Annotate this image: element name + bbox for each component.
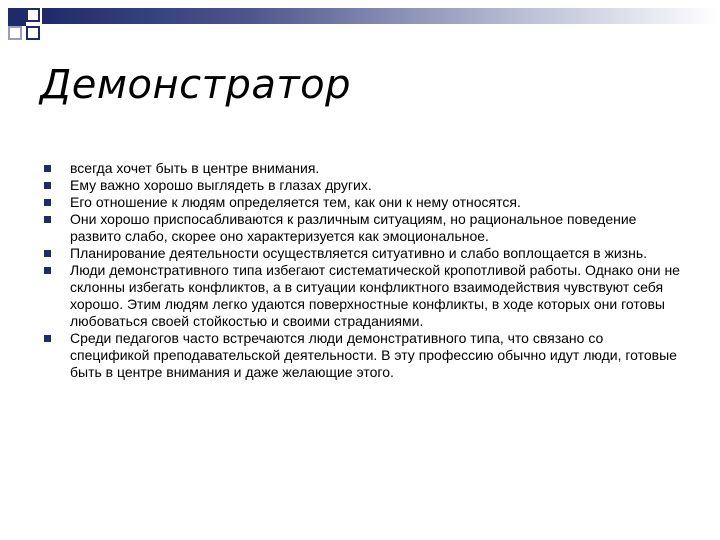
bullet-item [44,177,684,194]
bullet-item [44,330,684,381]
square-bullet-icon [44,250,51,257]
decor-square-outline-light [8,26,22,40]
bullet-item [44,211,684,245]
bullet-item [44,194,684,211]
bullet-item [44,160,684,177]
square-bullet-icon [44,165,51,172]
header-gradient-bar [42,8,720,24]
square-bullet-icon [44,199,51,206]
bullet-text: всегда хочет быть в центре внимания. [70,160,320,176]
decor-square-outline [26,8,40,22]
square-bullet-icon [44,335,51,342]
bullet-text: Его отношение к людям определяется тем, как они к нему относятся. [70,194,521,210]
square-bullet-icon [44,267,51,274]
decor-square-filled [8,8,26,26]
bullet-item [44,245,684,262]
bullet-item [44,262,684,330]
bullet-text: Люди демонстративного типа избегают систематической кропотливой работы. Однако они не склонны избегать конфликтов, а в ситуации конфликтного взаимодействия чувствуют себя хорошо. Этим людям легко удаются поверхностные конфликты, в ходе которых они готовы любоваться своей стойкостью и своими страданиями. [70,262,680,329]
square-bullet-icon [44,216,51,223]
bullet-text: Планирование деятельности осуществляется ситуативно и слабо воплощается в жизнь. [70,245,648,261]
decor-square-outline-lower [26,26,40,40]
slide-title: Демонстратор [40,62,352,108]
bullet-list [44,160,684,381]
bullet-text: Ему важно хорошо выглядеть в глазах других. [70,177,372,193]
bullet-text: Среди педагогов часто встречаются люди демонстративного типа, что связано со спецификой преподавательской деятельности. В эту профессию обычно идут люди, готовые быть в центре внимания и даже желающие этого. [70,330,677,380]
bullet-text: Они хорошо приспосабливаются к различным ситуациям, но рациональное поведение развито слабо, скорее оно характеризуется как эмоциональное. [70,211,637,244]
square-bullet-icon [44,182,51,189]
